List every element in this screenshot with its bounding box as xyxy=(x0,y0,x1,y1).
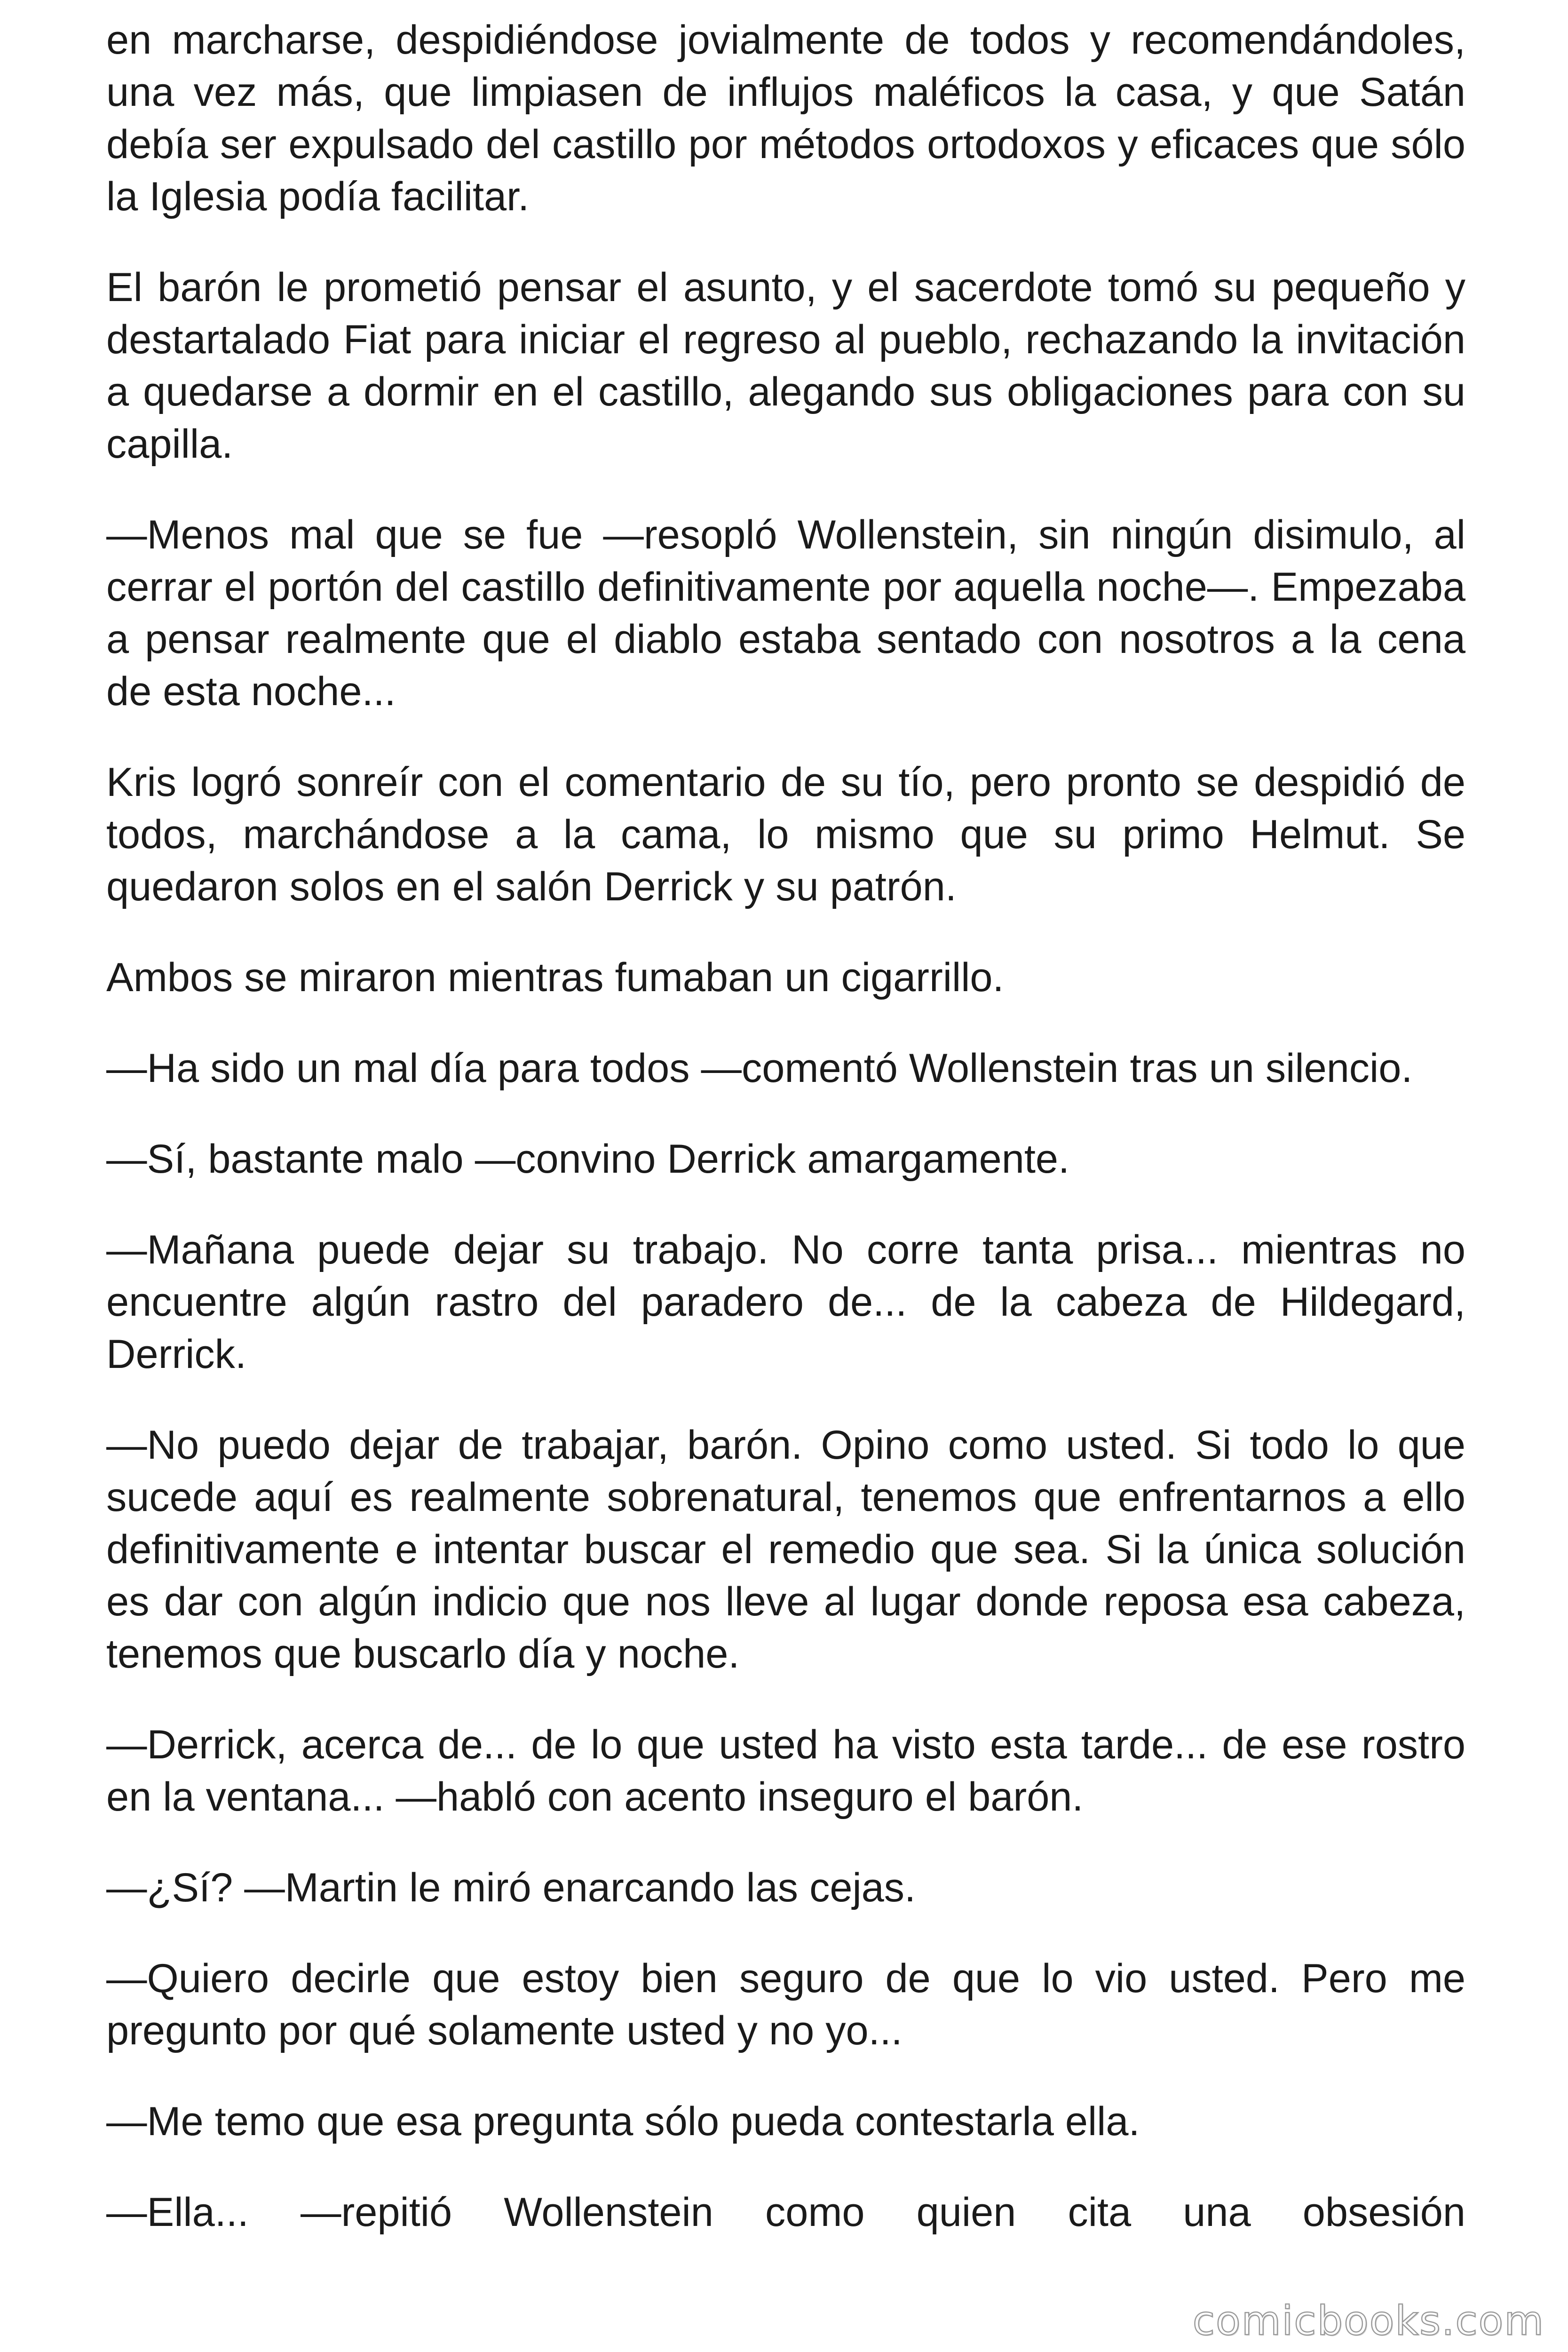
paragraph: Kris logró sonreír con el comentario de su tío, pero pronto se despidió de todos, marchándose a la cama, lo mismo que su primo Helmut. Se quedaron solos en el salón Derrick y su patrón. xyxy=(106,760,1465,909)
paragraph: —Menos mal que se fue —resopló Wollenstein, sin ningún disimulo, al cerrar el portón del castillo definitivamente por aquella noche—. Empezaba a pensar realmente que el diablo estaba sentado con nosotros a la cena de esta noche... xyxy=(106,512,1465,714)
paragraph: —Sí, bastante malo —convino Derrick amargamente. xyxy=(106,1136,1070,1182)
body-text xyxy=(106,14,1465,2239)
watermark: comicbooks.com xyxy=(1192,2297,1544,2344)
paragraph: —Derrick, acerca de... de lo que usted ha visto esta tarde... de ese rostro en la ventana... —habló con acento inseguro el barón. xyxy=(106,1722,1465,1820)
paragraph: Ambos se miraron mientras fumaban un cigarrillo. xyxy=(106,955,1004,1000)
paragraph: El barón le prometió pensar el asunto, y el sacerdote tomó su pequeño y destartalado Fiat para iniciar el regreso al pueblo, rechazando la invitación a quedarse a dormir en el castillo, alegando sus obligaciones para con su capilla. xyxy=(106,265,1465,467)
paragraph: —Quiero decirle que estoy bien seguro de que lo vio usted. Pero me pregunto por qué solamente usted y no yo... xyxy=(106,1956,1465,2053)
paragraph: —No puedo dejar de trabajar, barón. Opino como usted. Si todo lo que sucede aquí es realmente sobrenatural, tenemos que enfrentarnos a ello definitivamente e intentar buscar el remedio que sea. Si la única solución es dar con algún indicio que nos lleve al lugar donde reposa esa cabeza, tenemos que buscarlo día y noche. xyxy=(106,1422,1465,1677)
paragraph: —Mañana puede dejar su trabajo. No corre tanta prisa... mientras no encuentre algún rastro del paradero de... de la cabeza de Hildegard, Derrick. xyxy=(106,1227,1465,1377)
paragraph: —Ella... —repitió Wollenstein como quien cita una obsesión xyxy=(106,2190,1465,2235)
paragraph: —Me temo que esa pregunta sólo pueda contestarla ella. xyxy=(106,2099,1140,2144)
paragraph: —Ha sido un mal día para todos —comentó Wollenstein tras un silencio. xyxy=(106,1046,1413,1091)
paragraph: —¿Sí? —Martin le miró enarcando las cejas. xyxy=(106,1865,916,1910)
paragraph: en marcharse, despidiéndose jovialmente de todos y recomendándoles, una vez más, que limpiasen de influjos maléficos la casa, y que Satán debía ser expulsado del castillo por métodos ortodoxos y eficaces que sólo la Iglesia podía facilitar. xyxy=(106,17,1465,219)
